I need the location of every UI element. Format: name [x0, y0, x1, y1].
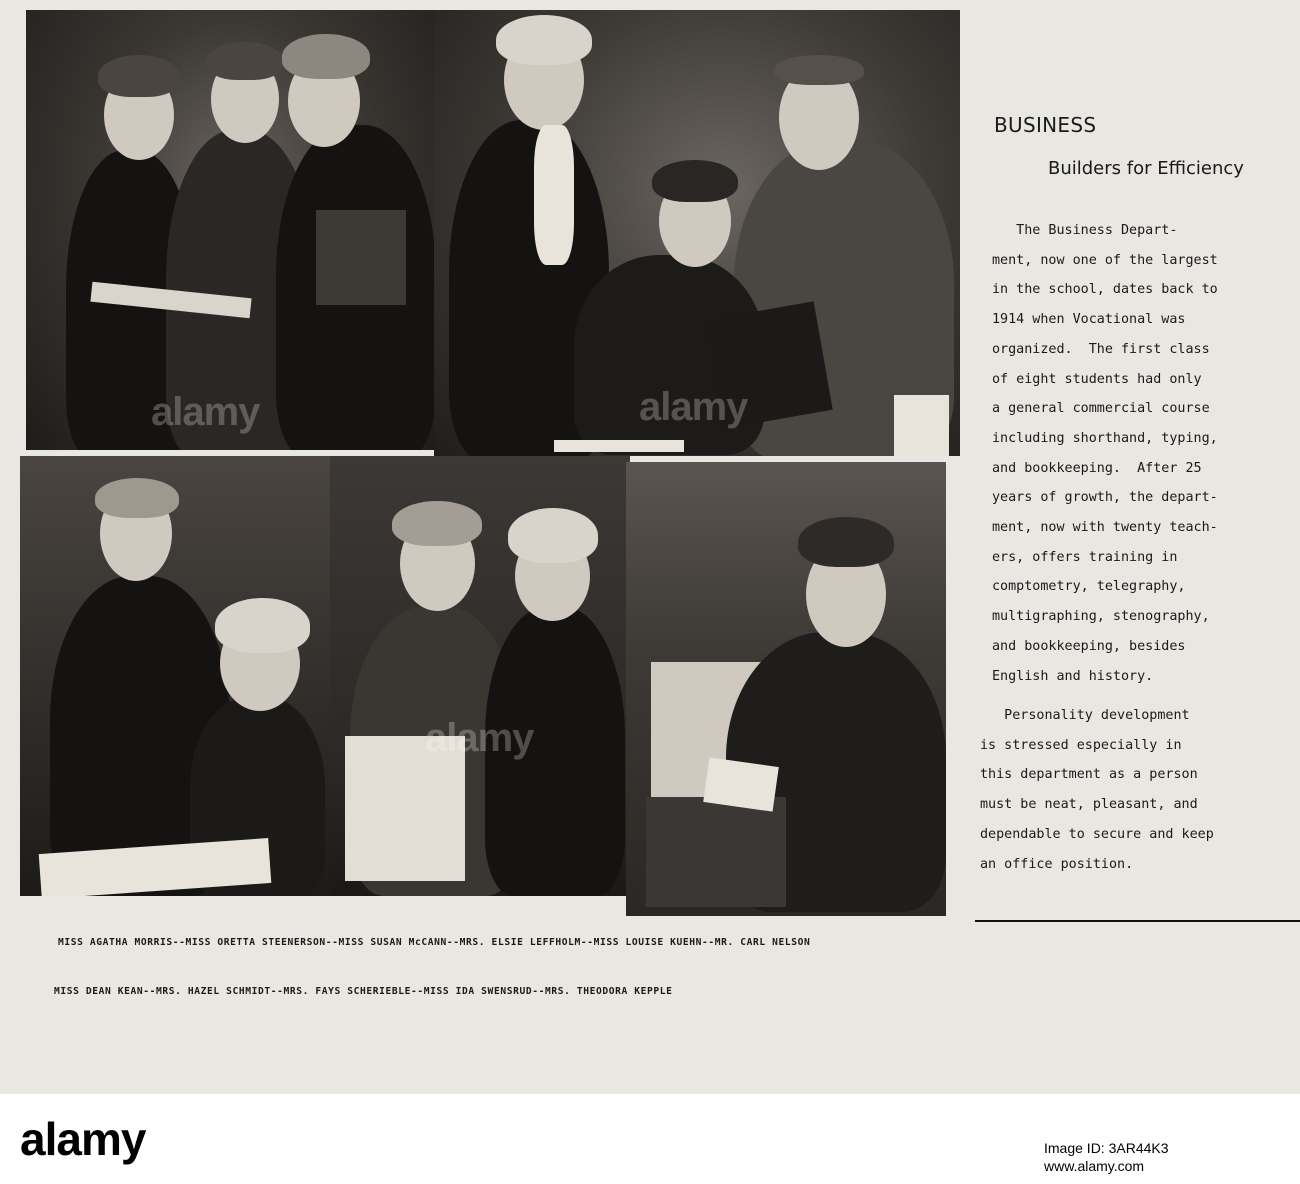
paragraph-1-line: and bookkeeping, besides [992, 638, 1186, 654]
section-title: BUSINESS [994, 113, 1097, 137]
body-paragraph-2 [980, 701, 1214, 879]
image-id: Image ID: 3AR44K3 [1044, 1140, 1169, 1156]
paragraph-1-line: English and history. [992, 668, 1154, 684]
paragraph-2-line: Personality development [980, 708, 1190, 723]
watermark: alamy [151, 390, 260, 434]
paragraph-2-line: this department as a person [980, 767, 1198, 783]
paragraph-1-line: ment, now with twenty teach- [992, 520, 1218, 536]
paragraph-1-line: organized. The first class [992, 341, 1210, 357]
paragraph-1-line: of eight students had only [992, 371, 1202, 387]
site-credit: www.alamy.com [1044, 1158, 1145, 1174]
photo-three-women [26, 10, 438, 450]
paragraph-1-line: years of growth, the depart- [992, 490, 1218, 506]
paragraph-2-line: dependable to secure and keep [980, 826, 1214, 842]
paragraph-2-line: an office position. [980, 856, 1134, 872]
photo-group-with-book [434, 10, 960, 456]
paragraph-1-line: ment, now one of the largest [992, 252, 1218, 268]
paragraph-1-line: 1914 when Vocational was [992, 312, 1186, 328]
paragraph-1-line: including shorthand, typing, [992, 430, 1218, 446]
section-subtitle: Builders for Efficiency [1048, 158, 1244, 179]
paragraph-2-line: is stressed especially in [980, 737, 1182, 753]
paragraph-1-line: ers, offers training in [992, 549, 1178, 565]
photo-woman-writing [626, 462, 946, 916]
caption-line-2: MISS DEAN KEAN--MRS. HAZEL SCHMIDT--MRS. FAYS SCHERIEBLE--MISS IDA SWENSRUD--MRS. THEODORA KEPPLE [54, 986, 673, 997]
watermark: alamy [425, 716, 534, 760]
paragraph-2-line: must be neat, pleasant, and [980, 797, 1198, 813]
paragraph-1-line: and bookkeeping. After 25 [992, 460, 1202, 476]
paragraph-1-line: comptometry, telegraphy, [992, 579, 1186, 595]
paragraph-1-line: The Business Depart- [992, 223, 1178, 238]
body-paragraph-1 [992, 216, 1218, 691]
alamy-logo: alamy [20, 1113, 146, 1165]
paragraph-1-line: a general commercial course [992, 401, 1210, 417]
caption-line-1: MISS AGATHA MORRIS--MISS ORETTA STEENERSON--MISS SUSAN McCANN--MRS. ELSIE LEFFHOLM--MISS LOUISE KUEHN--MR. CARL NELSON [58, 937, 811, 948]
watermark: alamy [639, 385, 748, 429]
photo-two-women-desk [20, 456, 330, 896]
photo-two-women-papers [330, 456, 630, 896]
divider-line [975, 920, 1300, 922]
paragraph-1-line: in the school, dates back to [992, 282, 1218, 298]
paragraph-1-line: multigraphing, stenography, [992, 609, 1210, 625]
